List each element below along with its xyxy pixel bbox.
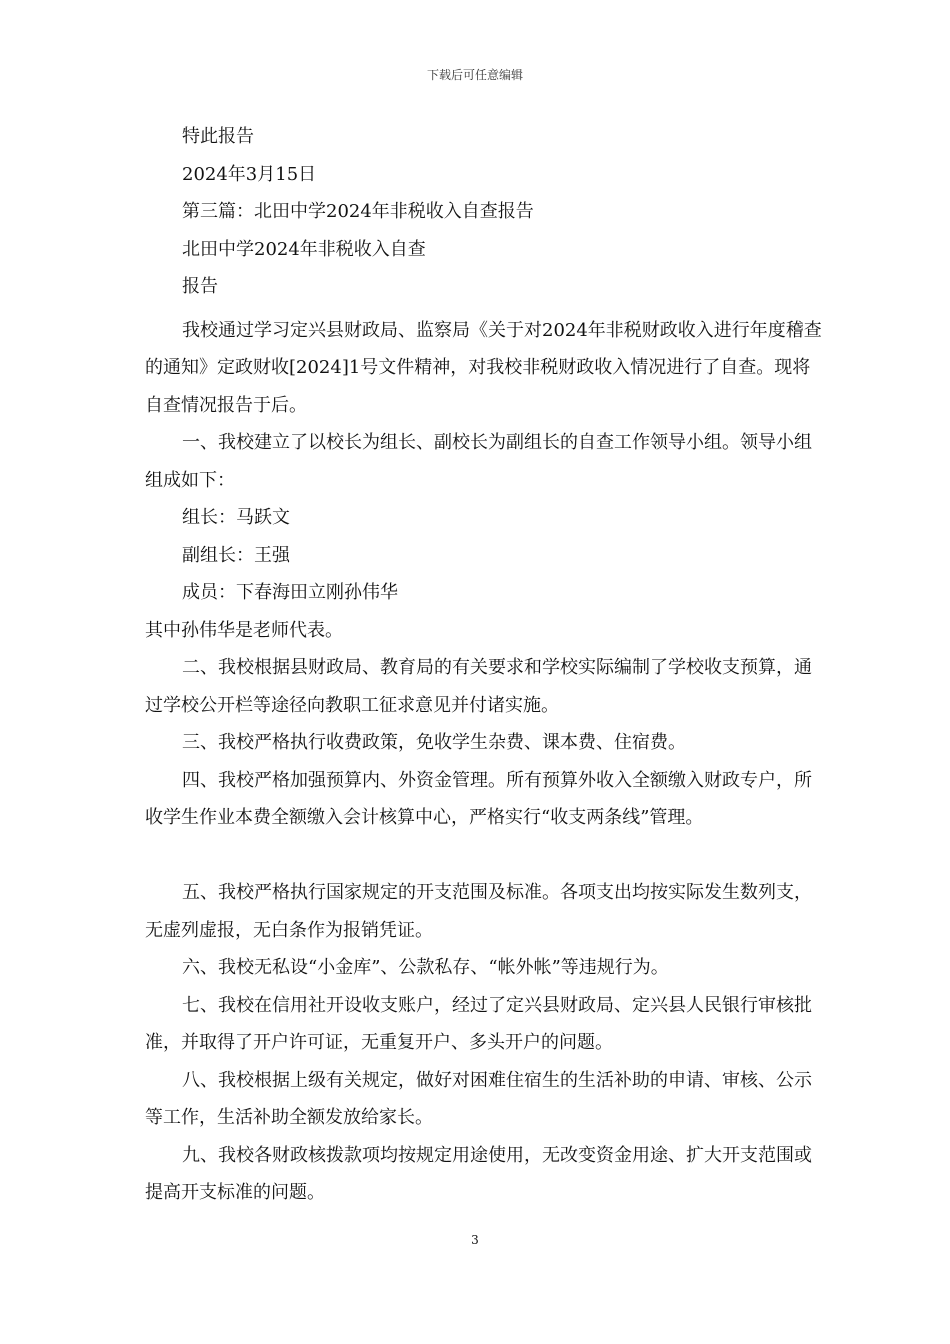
member-list: 成员：下春海田立刚孙伟华 [182,582,398,603]
member-deputy: 副组长：王强 [182,544,290,566]
section-title: 第三篇：北田中学2024年非税收入自查报告 [182,201,534,222]
member-note: 其中孙伟华是老师代表。 [145,619,343,641]
document-body [145,124,825,1212]
paragraph-7: 七、我校在信用社开设收支账户，经过了定兴县财政局、定兴县人民银行审核批准，并取得了开户许可证，无重复开户、多头开户的问题。 [145,994,812,1053]
paragraph-9: 九、我校各财政核拨款项均按规定用途使用，无改变资金用途、扩大开支范围或提高开支标准的问题。 [145,1144,812,1203]
page-header: 下载后可任意编辑 [426,68,523,82]
paragraph-4: 四、我校严格加强预算内、外资金管理。所有预算外收入全额缴入财政专户，所收学生作业本费全额缴入会计核算中心，严格实行“收支两条线”管理。 [145,769,812,828]
closing-line: 特此报告 [182,126,254,147]
page-number: 3 [471,1233,479,1247]
report-title: 北田中学2024年非税收入自查 [182,238,426,260]
paragraph-2: 二、我校根据县财政局、教育局的有关要求和学校实际编制了学校收支预算，通过学校公开栏等途径向教职工征求意见并付诸实施。 [145,657,812,716]
paragraph-5: 五、我校严格执行国家规定的开支范围及标准。各项支出均按实际发生数列支，无虚列虚报，无白条作为报销凭证。 [145,882,812,941]
intro-paragraph: 我校通过学习定兴县财政局、监察局《关于对2024年非税财政收入进行年度稽查的通知》定政财收[2024]1号文件精神，对我校非税财政收入情况进行了自查。现将自查情况报告于后。 [145,319,822,416]
paragraph-6: 六、我校无私设“小金库”、公款私存、“帐外帐”等违规行为。 [182,957,669,978]
report-date: 2024年3月15日 [182,163,317,185]
report-title-cont: 报告 [182,276,218,297]
member-leader: 组长：马跃文 [182,507,290,528]
paragraph-1: 一、我校建立了以校长为组长、副校长为副组长的自查工作领导小组。领导小组组成如下： [145,432,812,491]
paragraph-3: 三、我校严格执行收费政策，免收学生杂费、课本费、住宿费。 [182,732,686,753]
blank-line [145,837,825,875]
paragraph-8: 八、我校根据上级有关规定，做好对困难住宿生的生活补助的申请、审核、公示等工作，生活补助全额发放给家长。 [145,1069,812,1128]
